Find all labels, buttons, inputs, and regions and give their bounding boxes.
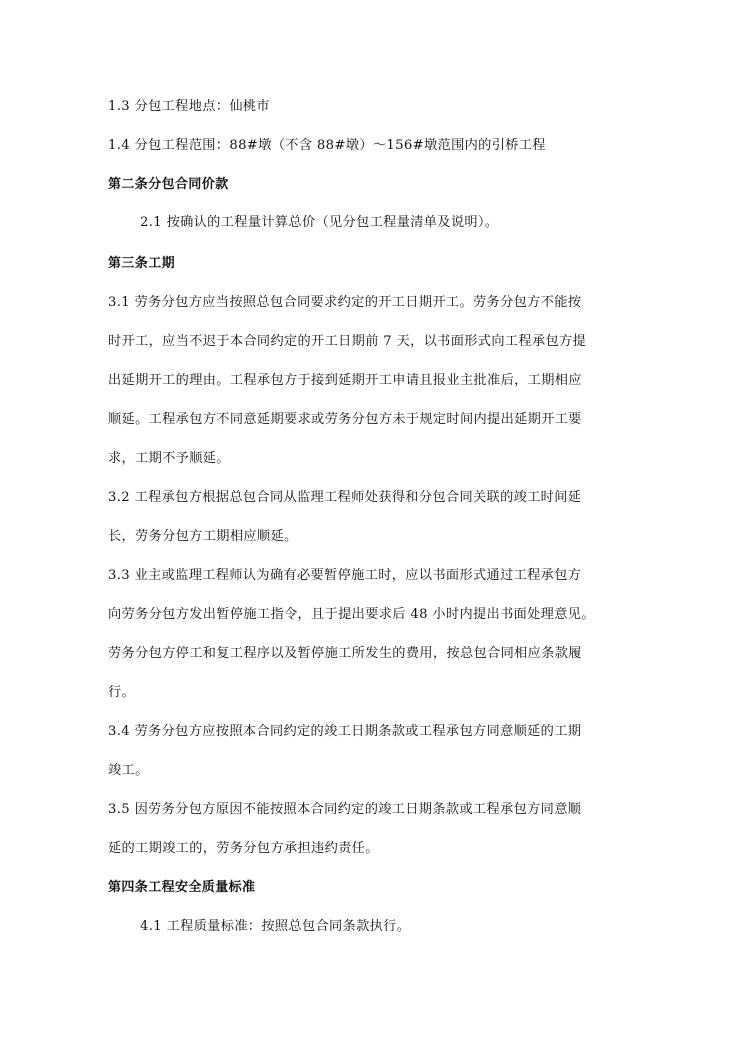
clause-3-2-line: 长，劳务分包方工期相应顺延。 bbox=[108, 529, 298, 544]
clause-3-3-line: 行。 bbox=[108, 685, 136, 700]
clause-3-5-line: 延的工期竣工的，劳务分包方承担违约责任。 bbox=[108, 841, 379, 856]
clause-3-2-line: 3.2 工程承包方根据总包合同从监理工程师处获得和分包合同关联的竣工时间延 bbox=[108, 490, 582, 505]
clause-4-1: 4.1 工程质量标准：按照总包合同条款执行。 bbox=[140, 919, 411, 934]
clause-3-5-line: 3.5 因劳务分包方原因不能按照本合同约定的竣工日期条款或工程承包方同意顺 bbox=[108, 802, 582, 817]
clause-2-1: 2.1 按确认的工程量计算总价（见分包工程量清单及说明）。 bbox=[140, 215, 499, 230]
clause-3-1-line: 时开工，应当不迟于本合同约定的开工日期前 7 天，以书面形式向工程承包方提 bbox=[108, 334, 587, 349]
heading-article-2: 第二条分包合同价款 bbox=[108, 177, 229, 192]
heading-article-3: 第三条工期 bbox=[108, 256, 176, 271]
clause-1-4: 1.4 分包工程范围：88#墩（不含 88#墩）～156#墩范围内的引桥工程 bbox=[108, 138, 546, 153]
clause-3-1-line: 求，工期不予顺延。 bbox=[108, 451, 230, 466]
clause-3-1-line: 顺延。工程承包方不同意延期要求或劳务分包方未于规定时间内提出延期开工要 bbox=[108, 412, 582, 427]
clause-3-1-line: 3.1 劳务分包方应当按照总包合同要求约定的开工日期开工。劳务分包方不能按 bbox=[108, 295, 582, 310]
clause-3-3-line: 3.3 业主或监理工程师认为确有必要暂停施工时，应以书面形式通过工程承包方 bbox=[108, 568, 582, 583]
clause-3-3-line: 劳务分包方停工和复工程序以及暂停施工所发生的费用，按总包合同相应条款履 bbox=[108, 646, 582, 661]
clause-3-3-line: 向劳务分包方发出暂停施工指令，且于提出要求后 48 小时内提出书面处理意见。 bbox=[108, 607, 595, 622]
clause-3-4-line: 3.4 劳务分包方应按照本合同约定的竣工日期条款或工程承包方同意顺延的工期 bbox=[108, 724, 582, 739]
clause-3-1-line: 出延期开工的理由。工程承包方于接到延期开工申请且报业主批准后，工期相应 bbox=[108, 373, 582, 388]
clause-3-4-line: 竣工。 bbox=[108, 763, 149, 778]
heading-article-4: 第四条工程安全质量标准 bbox=[108, 880, 256, 895]
clause-1-3: 1.3 分包工程地点：仙桃市 bbox=[108, 99, 270, 114]
